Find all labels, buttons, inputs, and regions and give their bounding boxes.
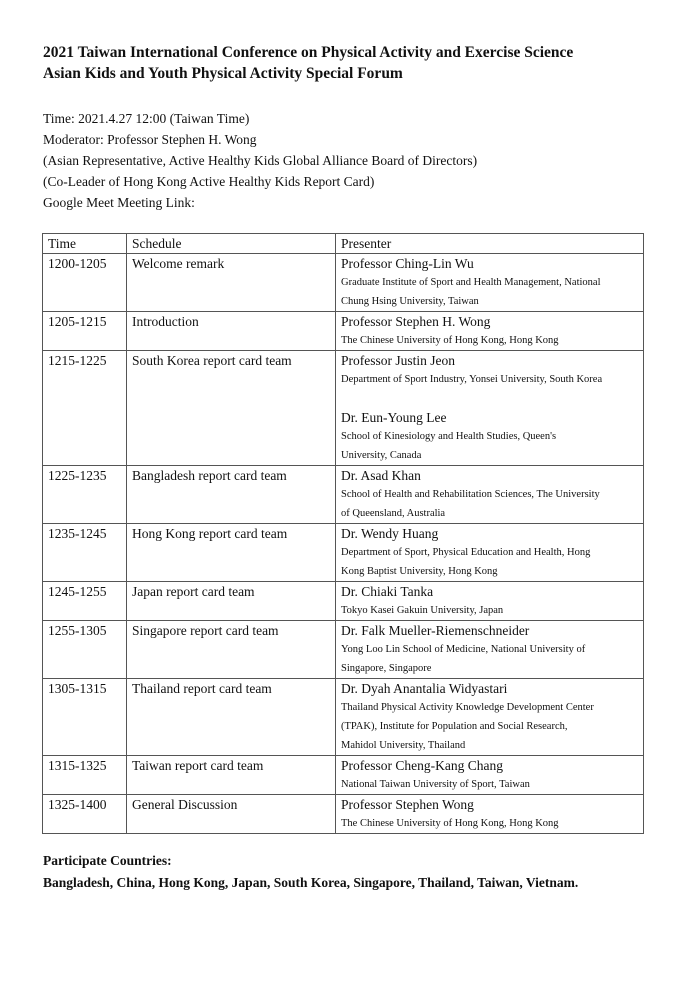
presenter-name: Professor Cheng-Kang Chang (341, 758, 503, 773)
header-presenter: Presenter (336, 234, 644, 254)
presenter-affiliation: University, Canada (341, 450, 422, 461)
row-schedule: Hong Kong report card team (127, 524, 336, 582)
row-schedule: South Korea report card team (127, 351, 336, 466)
presenter-affiliation: The Chinese University of Hong Kong, Hong Kong (341, 335, 559, 346)
row-presenter (336, 756, 644, 795)
presenter-affiliation: Tokyo Kasei Gakuin University, Japan (341, 605, 504, 616)
row-time: 1325-1400 (43, 795, 127, 834)
row-presenter (336, 679, 644, 756)
table-row (43, 756, 644, 795)
row-time: 1305-1315 (43, 679, 127, 756)
presenter-name: Dr. Wendy Huang (341, 526, 439, 541)
row-schedule: Taiwan report card team (127, 756, 336, 795)
presenter-affiliation: School of Kinesiology and Health Studies, Queen's (341, 431, 557, 442)
row-schedule: Introduction (127, 312, 336, 351)
row-presenter (336, 621, 644, 679)
moderator-role-2: (Co-Leader of Hong Kong Active Healthy Kids Report Card) (43, 174, 375, 189)
table-row (43, 466, 644, 524)
presenter-name: Dr. Chiaki Tanka (341, 584, 434, 599)
table-row (43, 254, 644, 312)
participate-label: Participate Countries: (43, 853, 172, 868)
presenter-affiliation: Yong Loo Lin School of Medicine, National University of (341, 644, 586, 655)
row-time: 1225-1235 (43, 466, 127, 524)
header-schedule: Schedule (127, 234, 336, 254)
table-row (43, 582, 644, 621)
table-row (43, 312, 644, 351)
row-time: 1245-1255 (43, 582, 127, 621)
row-presenter (336, 312, 644, 351)
presenter-affiliation: of Queensland, Australia (341, 508, 446, 519)
row-schedule: Bangladesh report card team (127, 466, 336, 524)
title-line-2: Asian Kids and Youth Physical Activity Special Forum (43, 65, 403, 82)
presenter-affiliation: Chung Hsing University, Taiwan (341, 296, 479, 307)
row-time: 1215-1225 (43, 351, 127, 466)
row-time: 1205-1215 (43, 312, 127, 351)
row-schedule: Singapore report card team (127, 621, 336, 679)
presenter-name: Dr. Dyah Anantalia Widyastari (341, 681, 508, 696)
row-schedule: Thailand report card team (127, 679, 336, 756)
presenter-affiliation: Thailand Physical Activity Knowledge Development Center (341, 702, 594, 713)
row-schedule: Welcome remark (127, 254, 336, 312)
schedule-table (42, 233, 644, 834)
row-presenter (336, 254, 644, 312)
presenter-affiliation: National Taiwan University of Sport, Taiwan (341, 779, 530, 790)
row-schedule: Japan report card team (127, 582, 336, 621)
presenter-name: Dr. Eun-Young Lee (341, 410, 447, 425)
table-row (43, 679, 644, 756)
presenter-affiliation: Mahidol University, Thailand (341, 740, 466, 751)
presenter-affiliation: Singapore, Singapore (341, 663, 432, 674)
presenter-affiliation: Department of Sport Industry, Yonsei University, South Korea (341, 374, 603, 385)
presenter-affiliation: Department of Sport, Physical Education and Health, Hong (341, 547, 591, 558)
table-row (43, 621, 644, 679)
presenter-affiliation: Graduate Institute of Sport and Health Management, National (341, 277, 601, 288)
presenter-affiliation: (TPAK), Institute for Population and Social Research, (341, 721, 568, 732)
presenter-affiliation: School of Health and Rehabilitation Sciences, The University (341, 489, 600, 500)
row-time: 1315-1325 (43, 756, 127, 795)
presenter-affiliation: The Chinese University of Hong Kong, Hong Kong (341, 818, 559, 829)
row-schedule: General Discussion (127, 795, 336, 834)
row-time: 1235-1245 (43, 524, 127, 582)
presenter-name: Professor Ching-Lin Wu (341, 256, 474, 271)
presenter-affiliation: Kong Baptist University, Hong Kong (341, 566, 498, 577)
row-presenter (336, 795, 644, 834)
table-header-row (43, 234, 644, 254)
presenter-name: Dr. Asad Khan (341, 468, 421, 483)
row-presenter (336, 466, 644, 524)
document-title (43, 42, 663, 84)
row-presenter (336, 524, 644, 582)
row-presenter (336, 351, 644, 466)
event-info (43, 108, 477, 213)
row-time: 1255-1305 (43, 621, 127, 679)
meeting-link-label: Google Meet Meeting Link: (43, 195, 195, 210)
participate-section (43, 850, 578, 894)
table-row (43, 351, 644, 466)
presenter-name: Dr. Falk Mueller-Riemenschneider (341, 623, 530, 638)
table-row (43, 795, 644, 834)
participate-countries: Bangladesh, China, Hong Kong, Japan, South Korea, Singapore, Thailand, Taiwan, Vietnam. (43, 875, 579, 890)
event-moderator: Moderator: Professor Stephen H. Wong (43, 132, 257, 147)
row-presenter (336, 582, 644, 621)
title-line-1: 2021 Taiwan International Conference on Physical Activity and Exercise Science (43, 44, 574, 61)
row-time: 1200-1205 (43, 254, 127, 312)
event-time: Time: 2021.4.27 12:00 (Taiwan Time) (43, 111, 250, 126)
presenter-name: Professor Justin Jeon (341, 353, 455, 368)
presenter-name: Professor Stephen H. Wong (341, 314, 491, 329)
header-time: Time (43, 234, 127, 254)
presenter-name: Professor Stephen Wong (341, 797, 474, 812)
moderator-role-1: (Asian Representative, Active Healthy Kids Global Alliance Board of Directors) (43, 153, 478, 168)
table-row (43, 524, 644, 582)
